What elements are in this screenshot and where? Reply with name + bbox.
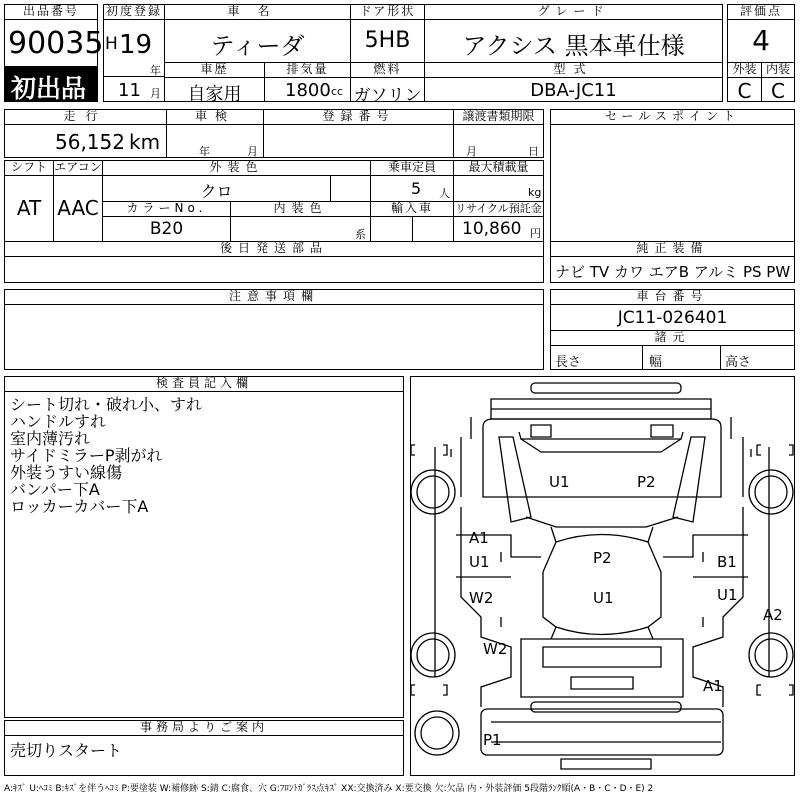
- car-name-label: 車名: [164, 4, 351, 20]
- inspector-line: シート切れ・破れ小、すれ: [10, 395, 203, 414]
- model-box: [424, 77, 723, 102]
- equipment-label: 純正装備: [550, 241, 795, 257]
- recycle-label: リサイクル預託金: [453, 201, 544, 217]
- fuel-box: [350, 77, 425, 106]
- displacement-label: 排気量: [264, 62, 351, 78]
- reg-month-box: [103, 76, 165, 102]
- color-label: 外装色: [102, 160, 371, 176]
- score: 4: [752, 24, 770, 57]
- inspector-notes: [10, 396, 202, 515]
- inspector-box: [4, 391, 404, 718]
- rear-bumper-outline: [531, 702, 681, 712]
- width-box: [642, 345, 721, 370]
- first-listing-badge: [4, 66, 98, 102]
- mileage-unit: km: [129, 130, 161, 154]
- office-box: [4, 735, 404, 776]
- sales-point-label: セールスポイント: [550, 109, 795, 125]
- inspection-label: 車検: [166, 109, 264, 125]
- legend: A:ｷｽﾞ U:ﾍｺﾐ B:ｷｽﾞを伴うﾍｺﾐ P:要塗装 W:補修跡 S:錆 C:腐食、穴 G:ﾌﾛﾝﾄｶﾞﾗｽ点ｷｽﾞ XX:交換済み X:要交換 欠:欠品 内・外装評価 5段階ﾗﾝｸ順(A・B・C・D・E) 2: [4, 784, 654, 794]
- front-bumper-outline: [531, 383, 681, 393]
- mileage: 56,152: [55, 130, 125, 154]
- model: DBA-JC11: [530, 80, 617, 101]
- mark-u1-left: U1: [469, 553, 490, 571]
- history-label: 車歴: [164, 62, 265, 78]
- door-box: [350, 19, 425, 63]
- mark-w2-left: W2: [469, 589, 494, 607]
- plate-label: 登録番号: [263, 109, 454, 125]
- reg-month: 11: [118, 80, 141, 101]
- later-parts-label: 後日発送部品: [4, 241, 544, 257]
- displacement-unit: cc: [331, 85, 344, 98]
- fuel: ガソリン: [353, 86, 422, 106]
- import-label: 輸入車: [370, 201, 454, 217]
- seats-unit: 人: [439, 187, 450, 200]
- grade-box: [424, 19, 723, 63]
- mark-u1-top: U1: [549, 473, 570, 491]
- import-box-a: [370, 216, 413, 242]
- reg-year-unit: 年: [150, 64, 161, 77]
- inspector-line: ロッカーカバー下A: [10, 497, 149, 516]
- inspection-box: [166, 124, 264, 158]
- transfer-month-unit: 月: [466, 145, 477, 158]
- mark-u1-center: U1: [593, 589, 614, 607]
- history-box: [164, 77, 265, 105]
- inspector-label: 検査員記入欄: [4, 376, 404, 392]
- transfer-label: 譲渡書類期限: [453, 109, 544, 125]
- mark-a2-right: A2: [763, 606, 783, 624]
- chassis-number: JC11-026401: [617, 308, 728, 328]
- inspector-line: ハンドルすれ: [10, 412, 107, 431]
- first-listing-text: 初出品: [11, 74, 87, 103]
- ac-label: エアコン: [54, 160, 102, 174]
- int-color-unit: 系: [355, 228, 366, 241]
- mark-a1-left: A1: [469, 529, 489, 547]
- int-color-box: [230, 216, 371, 242]
- shift: AT: [16, 196, 42, 220]
- reg-era: H: [105, 34, 118, 54]
- mileage-label: 走行: [4, 109, 167, 125]
- reg-month-unit: 月: [150, 87, 161, 100]
- dims-label: 諸元: [550, 330, 795, 346]
- sales-point-box: [550, 124, 795, 243]
- inspector-line: サイドミラーP剥がれ: [10, 446, 163, 465]
- lot-number-label: 出品番号: [4, 4, 98, 20]
- grade-label: グレード: [424, 4, 723, 20]
- mileage-box: [4, 124, 167, 158]
- int-color-label: 内装色: [230, 201, 371, 217]
- damage-marks: [469, 473, 783, 749]
- recycle-fee: 10,860: [462, 219, 522, 239]
- score-box: [727, 19, 795, 63]
- door-type: 5HB: [364, 28, 411, 53]
- notes-box: [4, 304, 544, 370]
- int-grade: C: [771, 79, 785, 103]
- seats-box: [370, 175, 454, 202]
- ac-box: [53, 175, 103, 242]
- max-load-box: [453, 175, 544, 202]
- max-load-unit: kg: [528, 186, 542, 199]
- equipment: ナビ TV カワ エアB アルミ PS PW: [555, 263, 791, 281]
- mark-p2-top: P2: [637, 473, 656, 491]
- inspector-line: 外装うすい線傷: [10, 463, 123, 482]
- office-text: 売切りスタート: [10, 741, 123, 760]
- displacement: 1800: [285, 80, 331, 101]
- history: 自家用: [187, 84, 242, 105]
- damage-diagram: [410, 376, 795, 776]
- plate-box: [263, 124, 454, 158]
- int-grade-box: [761, 77, 795, 102]
- transfer-box: [453, 124, 544, 158]
- first-reg-box: [103, 19, 165, 77]
- door-label: ドア形状: [350, 4, 425, 20]
- color-no-label: カラーNo.: [102, 201, 231, 217]
- car-name: ティーダ: [210, 32, 305, 60]
- rear-hatch-outline: [521, 639, 683, 697]
- ac: AAC: [57, 196, 99, 220]
- ext-grade: C: [737, 79, 752, 103]
- mark-p1-bottom: P1: [483, 731, 502, 749]
- displacement-box: [264, 77, 351, 102]
- front-body-outline: [483, 419, 721, 497]
- seats-label: 乗車定員: [370, 160, 454, 176]
- color-no-box: [102, 216, 231, 242]
- recycle-box: [453, 216, 544, 242]
- mark-p2-center: P2: [593, 549, 612, 567]
- ext-grade-box: [727, 77, 762, 102]
- mark-w2-left2: W2: [483, 640, 508, 658]
- seats: 5: [411, 179, 422, 198]
- shift-label: シフト: [4, 160, 54, 176]
- car-name-box: [164, 19, 351, 63]
- equipment-box: [550, 256, 795, 283]
- mark-a1-bottom: A1: [703, 677, 723, 695]
- fuel-label: 燃料: [350, 62, 425, 78]
- inspector-line: バンパー下A: [10, 480, 100, 499]
- office-label: 事務局よりご案内: [4, 720, 404, 736]
- color-no: B20: [149, 219, 184, 239]
- later-parts-box: [4, 256, 544, 283]
- hood-outline: [491, 399, 711, 419]
- inspector-line: 室内薄汚れ: [10, 429, 91, 448]
- length-label: 長さ: [555, 355, 582, 370]
- rear-panel-outline: [481, 709, 723, 755]
- height-box: [720, 345, 795, 370]
- model-label: 型式: [424, 62, 723, 78]
- grade: アクシス 黒本革仕様: [462, 32, 685, 60]
- shift-box: [4, 175, 54, 242]
- reg-year: 19: [119, 30, 153, 60]
- lot-number: 90035: [8, 26, 104, 61]
- int-grade-label: 内装: [761, 62, 795, 78]
- length-box: [550, 345, 643, 370]
- height-label: 高さ: [725, 355, 752, 370]
- ext-grade-label: 外装: [727, 62, 762, 78]
- chassis-box: [550, 304, 795, 331]
- mark-b1-right: B1: [717, 553, 737, 571]
- transfer-day-unit: 日: [528, 145, 539, 158]
- inspection-year-unit: 年: [199, 145, 210, 158]
- lot-number-box: [4, 19, 104, 67]
- inspection-month-unit: 月: [247, 145, 258, 158]
- recycle-unit: 円: [530, 227, 541, 240]
- first-reg-label: 初度登録: [103, 4, 165, 20]
- car-diagram-svg: [411, 377, 794, 775]
- chassis-label: 車台番号: [550, 289, 795, 305]
- color-box-extra: [330, 175, 371, 202]
- color: クロ: [200, 182, 233, 201]
- notes-label: 注意事項欄: [4, 289, 544, 305]
- score-label: 評価点: [727, 4, 795, 20]
- width-label: 幅: [649, 355, 663, 370]
- max-load-label: 最大積載量: [453, 160, 544, 176]
- mark-u1-right: U1: [717, 586, 738, 604]
- color-box: [102, 175, 331, 202]
- import-box-b: [412, 216, 454, 242]
